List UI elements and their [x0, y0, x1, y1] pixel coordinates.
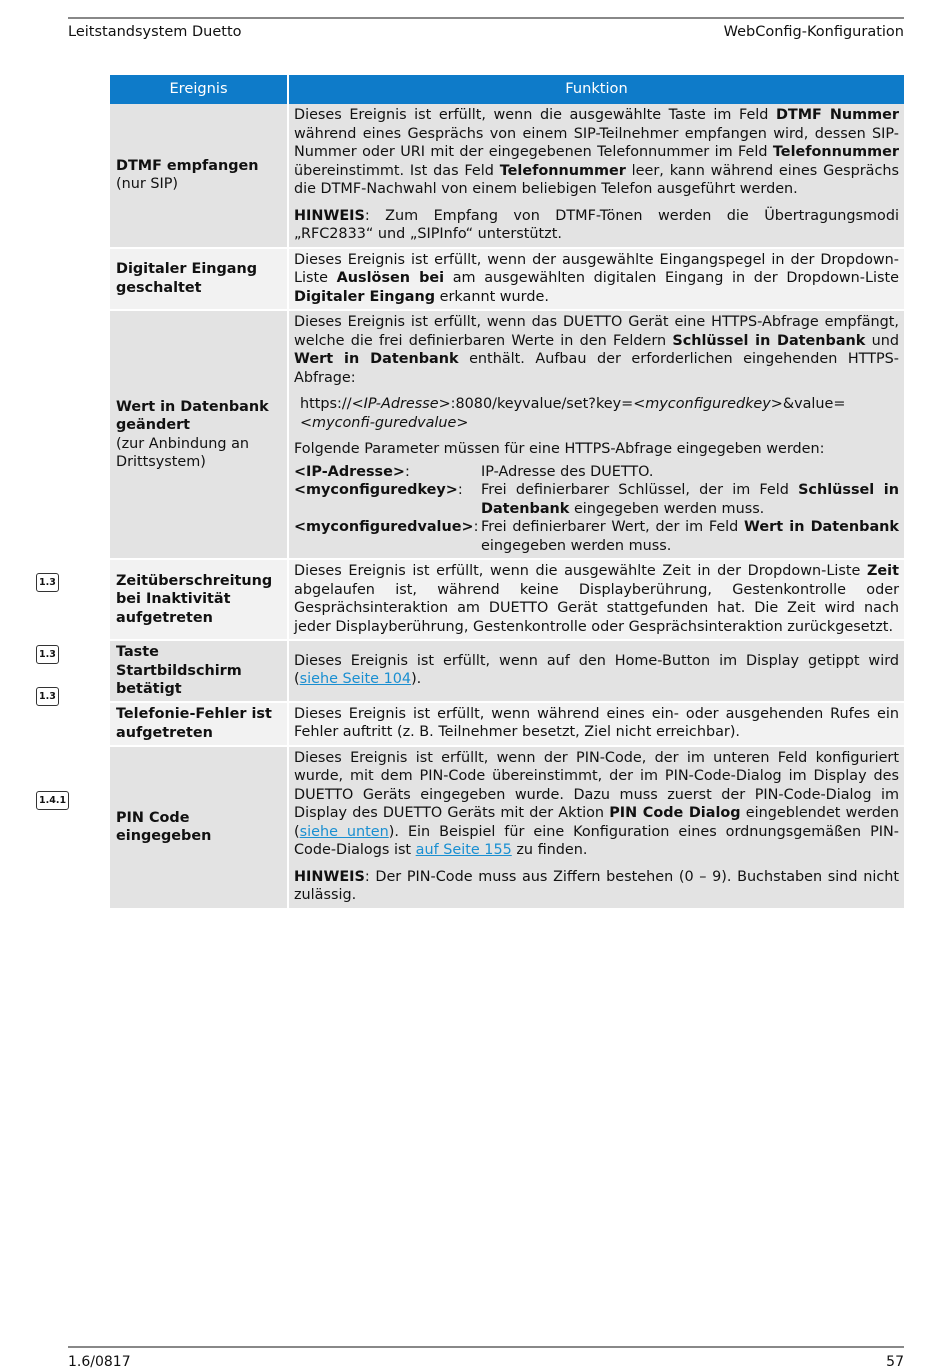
- event-cell: [110, 249, 289, 312]
- header-title: Leitstandsystem Duetto: [68, 24, 242, 40]
- parameter-value: Frei definierbarer Wert, der im Feld Wert in Datenbank eingegeben werden muss.: [481, 519, 899, 554]
- event-cell: [110, 747, 289, 910]
- event-cell: [110, 703, 289, 747]
- page-reference-link[interactable]: siehe Seite 104: [299, 671, 412, 688]
- event-cell: [110, 560, 289, 641]
- params-intro: Folgende Parameter müssen für eine HTTPS-Abfrage eingegeben werden:: [294, 441, 825, 457]
- footer-rule: [68, 1346, 904, 1348]
- function-cell: [289, 747, 904, 910]
- parameter-row: [294, 463, 899, 482]
- parameter-key: <myconfiguredvalue>:: [294, 519, 479, 535]
- event-name: Zeitüberschreitung bei Inaktivität aufgetreten: [116, 572, 273, 626]
- event-cell: [110, 104, 289, 249]
- event-name: Digitaler Eingang geschaltet: [116, 261, 258, 296]
- function-text: Dieses Ereignis ist erfüllt, wenn der ausgewählte Eingangspegel in der Dropdown-Liste Auslösen bei am ausgewählten digitalen Eingang in der Dropdown-Liste Digitaler Eingang erkannt wurde.: [294, 251, 900, 305]
- event-name: PIN Code eingegeben: [116, 809, 212, 844]
- version-badge: 1.3: [36, 687, 59, 706]
- parameter-row: [294, 518, 899, 555]
- hint-text: HINWEIS: Zum Empfang von DTMF-Tönen werden die Übertragungsmodi „RFC2833“ und „SIPInfo“ unterstützt.: [294, 207, 899, 242]
- header-section: WebConfig-Konfiguration: [723, 24, 904, 40]
- function-text: Dieses Ereignis ist erfüllt, wenn der PIN-Code, der im unteren Feld konfiguriert wurde, mit dem PIN-Code übereinstimmt, der im PIN-Code-Dialog im Display des DUETTO Geräts eingegeben wurde. Dazu muss zuerst der PIN-Code-Dialog im Display des DUETTO Geräts mit der Aktion PIN Code Dialog eingeblendet werden (siehe unten). Ein Beispiel für eine Konfiguration eines ordnungsgemäßen PIN-Code-Dialogs ist auf Seite 155 zu finden.: [294, 749, 899, 858]
- table-row: [110, 641, 904, 703]
- event-name: Taste Startbildschirm betätigt: [116, 644, 242, 697]
- column-header-function: Funktion: [289, 75, 904, 104]
- footer-version: 1.6/0817: [68, 1354, 131, 1370]
- parameter-key: <myconfiguredkey>:: [294, 482, 463, 498]
- parameter-value: IP-Adresse des DUETTO.: [481, 463, 654, 480]
- table-row: [110, 104, 904, 249]
- event-cell: [110, 311, 289, 560]
- table-row: [110, 249, 904, 312]
- parameter-value: Frei definierbarer Schlüssel, der im Feld Schlüssel in Datenbank eingegeben werden muss.: [481, 482, 899, 517]
- event-name: Telefonie-Fehler ist aufgetreten: [116, 706, 272, 741]
- event-note: (zur Anbindung an Drittsystem): [116, 435, 250, 470]
- function-cell: [289, 249, 904, 312]
- parameter-key: <IP-Adresse>:: [294, 463, 410, 480]
- version-badge: 1.3: [36, 645, 59, 664]
- function-cell: [289, 311, 904, 560]
- function-cell: [289, 703, 904, 747]
- https-query-example: https://<IP-Adresse>:8080/keyvalue/set?key=<myconfiguredkey>&value=<myconfi-guredvalue>: [300, 396, 846, 431]
- version-badge: 1.3: [36, 573, 59, 592]
- parameter-list: [294, 463, 899, 556]
- function-cell: [289, 104, 904, 249]
- see-below-link[interactable]: siehe unten: [299, 823, 389, 840]
- table-row: [110, 311, 904, 560]
- function-text: Dieses Ereignis ist erfüllt, wenn auf den Home-Button im Display getippt wird (siehe Seite 104).: [294, 652, 899, 688]
- function-text: Dieses Ereignis ist erfüllt, wenn während eines ein- oder ausgehenden Rufes ein Fehler auftritt (z. B. Teilnehmer besetzt, Ziel nicht erreichbar).: [294, 705, 899, 740]
- event-name: Wert in Datenbank geändert: [116, 398, 269, 433]
- function-cell: [289, 641, 904, 703]
- version-badge: 1.4.1: [36, 791, 69, 810]
- function-text: Dieses Ereignis ist erfüllt, wenn die ausgewählte Taste im Feld DTMF Nummer während eines Gesprächs von einem SIP-Teilnehmer empfangen wird, dessen SIP-Nummer oder URI mit der eingegebenen Telefonnummer im Feld Telefonnummer übereinstimmt. Ist das Feld Telefonnummer leer, kann während eines Gesprächs die DTMF-Nachwahl von einem beliebigen Telefon ausgeführt werden.: [294, 107, 899, 197]
- function-cell: [289, 560, 904, 641]
- table-row: [110, 747, 904, 910]
- event-table: [110, 75, 904, 910]
- table-row: [110, 703, 904, 747]
- header-rule: [68, 17, 904, 19]
- page-reference-link[interactable]: auf Seite 155: [415, 842, 512, 858]
- table-row: [110, 560, 904, 641]
- page-number: 57: [886, 1354, 904, 1370]
- hint-text: HINWEIS: Der PIN-Code muss aus Ziffern bestehen (0 – 9). Buchstaben sind nicht zulässig.: [294, 868, 899, 903]
- event-name: DTMF empfangen: [116, 157, 259, 174]
- column-header-event: Ereignis: [110, 75, 289, 104]
- event-cell: [110, 641, 289, 703]
- table-header-row: [110, 75, 904, 104]
- event-note: (nur SIP): [116, 176, 179, 193]
- parameter-row: [294, 481, 899, 518]
- function-text: Dieses Ereignis ist erfüllt, wenn das DUETTO Gerät eine HTTPS-Abfrage empfängt, welche die frei definierbaren Werte in den Feldern Schlüssel in Datenbank und Wert in Datenbank enthält. Aufbau der erforderlichen eingehenden HTTPS-Abfrage:: [294, 314, 899, 386]
- function-text: Dieses Ereignis ist erfüllt, wenn die ausgewählte Zeit in der Dropdown-Liste Zeit abgelaufen ist, während keine Displayberührung, Gestenkontrolle oder Gesprächsinteraktion am DUETTO Gerät stattgefunden hat. Die Zeit wird nach jeder Displayberührung, Gestenkontrolle oder Gesprächsinteraktion zurückgesetzt.: [294, 563, 899, 635]
